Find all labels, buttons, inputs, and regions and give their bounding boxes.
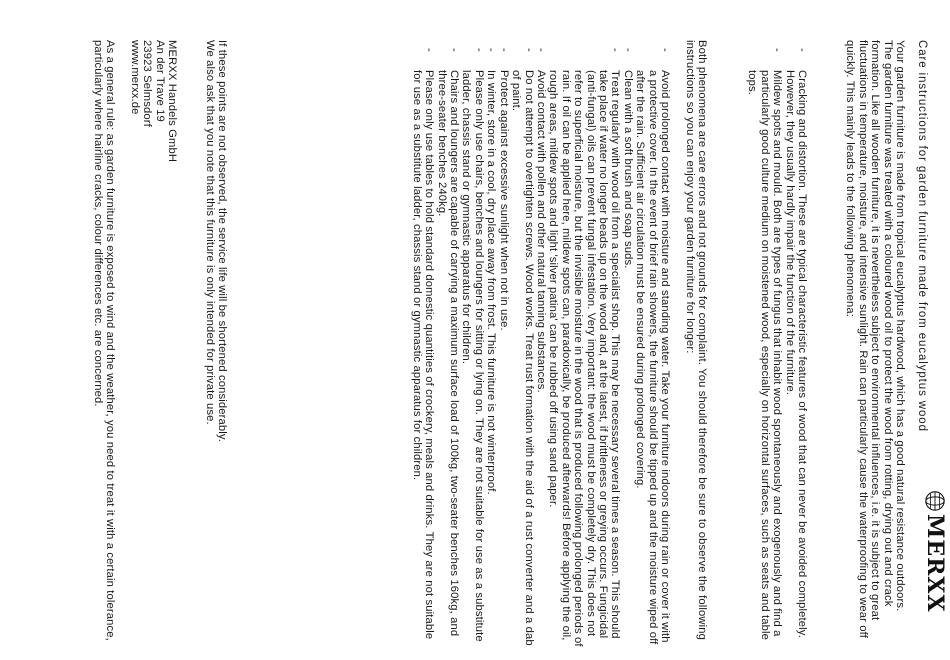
closing-line: If these points are not observed, the service life will be shortened considerably. xyxy=(216,40,228,443)
list-item: - Treat regularly with wood oil from a specialist shop. This may be necessary several times a season. This should take place if water no longer beads up on the wood and, at the latest, if brittleness or greying occurs. Fungicidal (anti-fungal) oils can prevent fungal infestation. Very important: the wood must be completely dry. This does not refer to superficial moisture, but the invisible moisture in the wood that is produced following prolonged periods of rain. If oil can be applied here, mildew spots can, paradoxically, be produced afterwards! Before applying the oil, rough areas, mildew spots and light 'silver patina' can be rubbed off using sand paper. xyxy=(547,40,621,650)
list-item: - Please only use chairs, benches and loungers for sitting or lying on. They are not suitable for use as a substitute ladder, chassis stand or gymnastic apparatus for children. xyxy=(460,40,485,650)
list-item: - Avoid prolonged contact with moisture and standing water. Take your furniture indoors during rain or cover it with a protective cover. In the event of brief rain showers, the furniture should be tipped up and the moisture wiped off after the rain. Sufficient air circulation must be ensured during prolonged covering. xyxy=(634,40,671,650)
closing-section xyxy=(203,40,228,650)
list-item: - Clean with a soft brush and soap suds. xyxy=(621,40,633,650)
globe-icon xyxy=(924,490,946,512)
document-title: Care instructions for garden furniture made from eucalyptus wood xyxy=(916,40,928,432)
closing-line: We also ask that you note that this furniture is only intended for private use. xyxy=(203,40,216,425)
list-item: - Mildew spots and mould. Both are types of fungus that inhabit wood spontaneously and exogenously and find a particularly good culture medium on moistened wood, especially on horizontal surfaces, such as seats and table tops. xyxy=(746,40,783,650)
list-item: - Please only use tables to hold standard domestic quantities of crockery, meals and drinks. They are not suitable for use as a substitute ladder, chassis stand or gymnastic apparatus for children. xyxy=(410,40,435,650)
address-line: MERXX Handels GmbH xyxy=(166,40,178,163)
list-item: - Chairs and loungers are capable of carrying a maximum surface load of 100kg, two-seater benches 160kg, and three-seater benches 240kg. xyxy=(435,40,460,650)
address-line: An der Trave 19 xyxy=(153,40,166,122)
general-rule-paragraph: As a general rule: as garden furniture is exposed to wind and the weather, you need to treat it with a certain tolerance, particularly where hairline cracks, colour differences etc. are concerned. xyxy=(91,40,116,641)
intro-paragraph: The garden furniture was treated with a coloured wood oil to protect the wood from rotting, drying out and crack formation. Like all wooden furniture, it is nevertheless subject to environmental influences, i.e. it is subject to great fluctuations in temperature, moisture, and intensive sunlight. Rain can particularly cause the waterproofing to wear off quickly. This mainly leads to the following phenomena: xyxy=(844,40,894,638)
intro-section xyxy=(844,40,906,650)
instructions-list xyxy=(410,40,671,650)
brand-logo xyxy=(922,490,949,613)
phenomena-list xyxy=(746,40,808,650)
list-item: - Cracking and distortion. These are typical characteristic features of wood that can never be avoided completely. However, they usually hardly impair the function of the furniture. xyxy=(783,40,808,650)
list-item: - Avoid contact with pollen and other natural tanning substances. xyxy=(535,40,547,650)
list-item: - Protect against excessive sunlight when not in use. xyxy=(497,40,509,650)
both-phenomena-paragraph: Both phenomena are care errors and not grounds for complaint. You should therefore be sure to observe the following instructions so you can enjoy your garden furniture for longer: xyxy=(683,40,708,640)
brand-name: MERXX xyxy=(922,514,949,613)
intro-paragraph: Your garden furniture is made from tropical eucalyptus hardwood, which has a good natural resistance outdoors. xyxy=(894,40,906,612)
list-item: - Do not attempt to overtighten screws. Wood works. Treat rust formation with the aid of a rust converter and a dab of paint. xyxy=(510,40,535,650)
website-line: www.merxx.de xyxy=(128,40,141,115)
address-line: 23923 Selmsdorf xyxy=(141,40,154,127)
company-address xyxy=(128,40,178,650)
list-item: - In winter, store in a cool, dry place away from frost. This furniture is not winterproof. xyxy=(485,40,497,650)
